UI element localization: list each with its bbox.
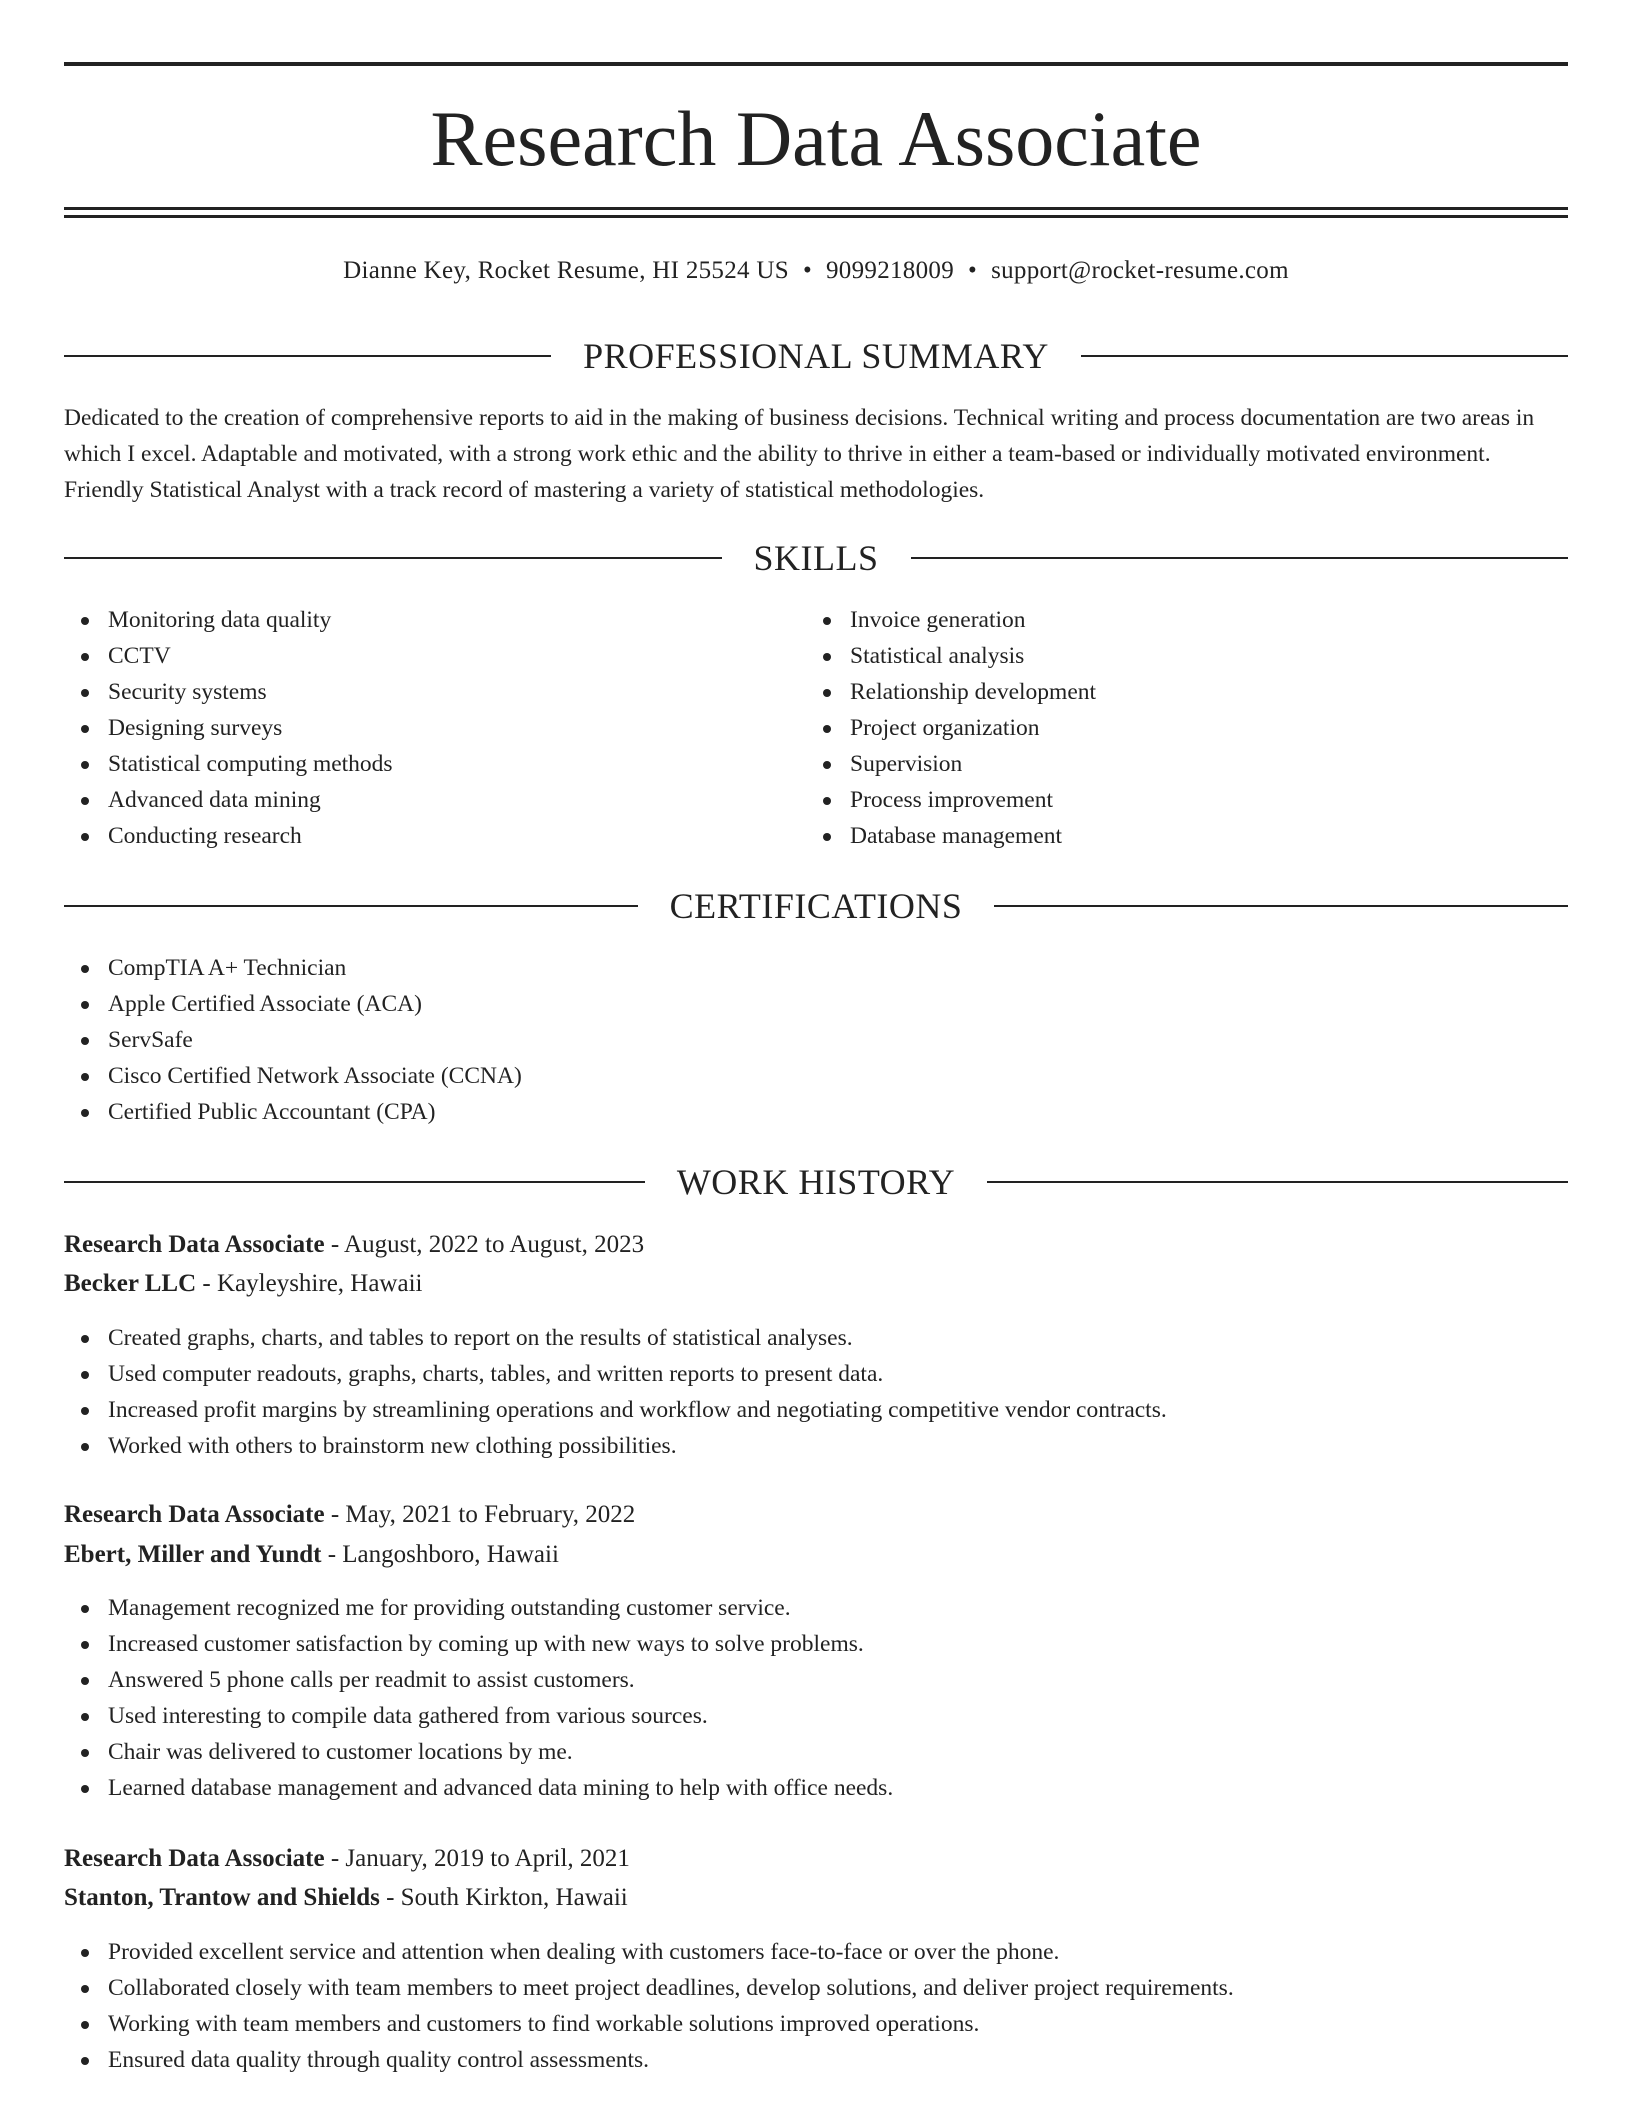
job-bullet: Answered 5 phone calls per readmit to assist customers.	[64, 1662, 1568, 1698]
section-heading-certifications	[64, 884, 1568, 928]
heading-rule	[994, 905, 1568, 907]
section-heading-label: WORK HISTORY	[676, 1162, 956, 1202]
job-title-line	[64, 1496, 635, 1534]
job-title-line	[64, 1226, 644, 1264]
skill-item: Monitoring data quality	[64, 602, 804, 638]
skill-item: Relationship development	[806, 674, 1546, 710]
job-bullet: Increased customer satisfaction by coming up with new ways to solve problems.	[64, 1626, 1568, 1662]
skill-item: Process improvement	[806, 782, 1546, 818]
heading-rule	[987, 1181, 1568, 1183]
job-dates: - August, 2022 to August, 2023	[324, 1231, 645, 1258]
contact-separator: •	[802, 257, 812, 284]
skill-item: Supervision	[806, 746, 1546, 782]
section-heading-label: CERTIFICATIONS	[669, 886, 963, 926]
skill-item: Statistical analysis	[806, 638, 1546, 674]
job-company: Ebert, Miller and Yundt	[64, 1541, 322, 1568]
skill-item: Invoice generation	[806, 602, 1546, 638]
job-bullets	[64, 1320, 1568, 1464]
section-heading-work-history	[64, 1160, 1568, 1204]
job-dates: - January, 2019 to April, 2021	[324, 1845, 630, 1872]
skill-item: CCTV	[64, 638, 804, 674]
job-location: - South Kirkton, Hawaii	[379, 1884, 628, 1911]
contact-email: support@rocket-resume.com	[991, 257, 1289, 284]
skill-item: Conducting research	[64, 818, 804, 854]
skill-item: Project organization	[806, 710, 1546, 746]
job-bullet: Chair was delivered to customer locations by me.	[64, 1734, 1568, 1770]
job-bullet: Worked with others to brainstorm new clothing possibilities.	[64, 1428, 1568, 1464]
job-bullet: Ensured data quality through quality control assessments.	[64, 2042, 1568, 2078]
title-rule-lower	[64, 215, 1568, 218]
skill-item: Database management	[806, 818, 1546, 854]
job-title-line	[64, 1840, 630, 1878]
job-bullet: Increased profit margins by streamlining operations and workflow and negotiating competitive vendor contracts.	[64, 1392, 1568, 1428]
job-company-line	[64, 1879, 628, 1917]
certification-item: CompTIA A+ Technician	[64, 950, 1568, 986]
job-bullets	[64, 1590, 1568, 1806]
job-bullet: Used interesting to compile data gathered from various sources.	[64, 1698, 1568, 1734]
heading-rule	[64, 557, 722, 559]
job-bullet: Collaborated closely with team members to meet project deadlines, develop solutions, and deliver project requirements.	[64, 1970, 1568, 2006]
contact-separator: •	[968, 257, 978, 284]
skills-list-right	[806, 602, 1546, 854]
certification-item: Certified Public Accountant (CPA)	[64, 1094, 1568, 1130]
certification-item: Apple Certified Associate (ACA)	[64, 986, 1568, 1022]
job-title: Research Data Associate	[64, 1845, 325, 1872]
job-company-line	[64, 1265, 422, 1303]
job-company-line	[64, 1536, 559, 1574]
certification-item: ServSafe	[64, 1022, 1568, 1058]
heading-rule	[64, 905, 638, 907]
skill-item: Designing surveys	[64, 710, 804, 746]
job-company: Becker LLC	[64, 1270, 197, 1297]
section-heading-label: PROFESSIONAL SUMMARY	[583, 336, 1049, 376]
job-bullet: Used computer readouts, graphs, charts, tables, and written reports to present data.	[64, 1356, 1568, 1392]
skills-list-left	[64, 602, 804, 854]
job-title: Research Data Associate	[64, 1231, 325, 1258]
job-bullet: Management recognized me for providing outstanding customer service.	[64, 1590, 1568, 1626]
section-heading-skills	[64, 536, 1568, 580]
top-rule	[64, 62, 1568, 66]
title-rule-upper	[64, 207, 1568, 210]
certification-item: Cisco Certified Network Associate (CCNA)	[64, 1058, 1568, 1094]
heading-rule	[911, 557, 1569, 559]
job-location: - Langoshboro, Hawaii	[321, 1541, 559, 1568]
summary-text: Dedicated to the creation of comprehensive reports to aid in the making of business decisions. Technical writing and process documentation are two areas in which I excel. Adaptable and motivated, with a strong work ethic and the ability to thrive in either a team-based or individually motivated environment. Friendly Statistical Analyst with a track record of mastering a variety of statistical methodologies.	[64, 405, 1535, 503]
skill-item: Security systems	[64, 674, 804, 710]
job-bullet: Working with team members and customers to find workable solutions improved operations.	[64, 2006, 1568, 2042]
job-bullet: Created graphs, charts, and tables to report on the results of statistical analyses.	[64, 1320, 1568, 1356]
contact-address: Dianne Key, Rocket Resume, HI 25524 US	[343, 257, 789, 284]
section-heading-label: SKILLS	[753, 538, 879, 578]
skill-item: Statistical computing methods	[64, 746, 804, 782]
contact-line	[64, 254, 1568, 288]
section-heading-summary	[64, 334, 1568, 378]
job-dates: - May, 2021 to February, 2022	[324, 1501, 636, 1528]
heading-rule	[64, 1181, 645, 1183]
contact-phone: 9099218009	[826, 257, 954, 284]
heading-rule	[1081, 355, 1568, 357]
skill-item: Advanced data mining	[64, 782, 804, 818]
job-company: Stanton, Trantow and Shields	[64, 1884, 380, 1911]
job-title: Research Data Associate	[64, 1501, 325, 1528]
certifications-list	[64, 950, 1568, 1130]
job-bullet: Provided excellent service and attention when dealing with customers face-to-face or over the phone.	[64, 1934, 1568, 1970]
job-bullets	[64, 1934, 1568, 2078]
resume-title: Research Data Associate	[430, 95, 1202, 182]
job-location: - Kayleyshire, Hawaii	[196, 1270, 423, 1297]
job-bullet: Learned database management and advanced data mining to help with office needs.	[64, 1770, 1568, 1806]
heading-rule	[64, 355, 551, 357]
